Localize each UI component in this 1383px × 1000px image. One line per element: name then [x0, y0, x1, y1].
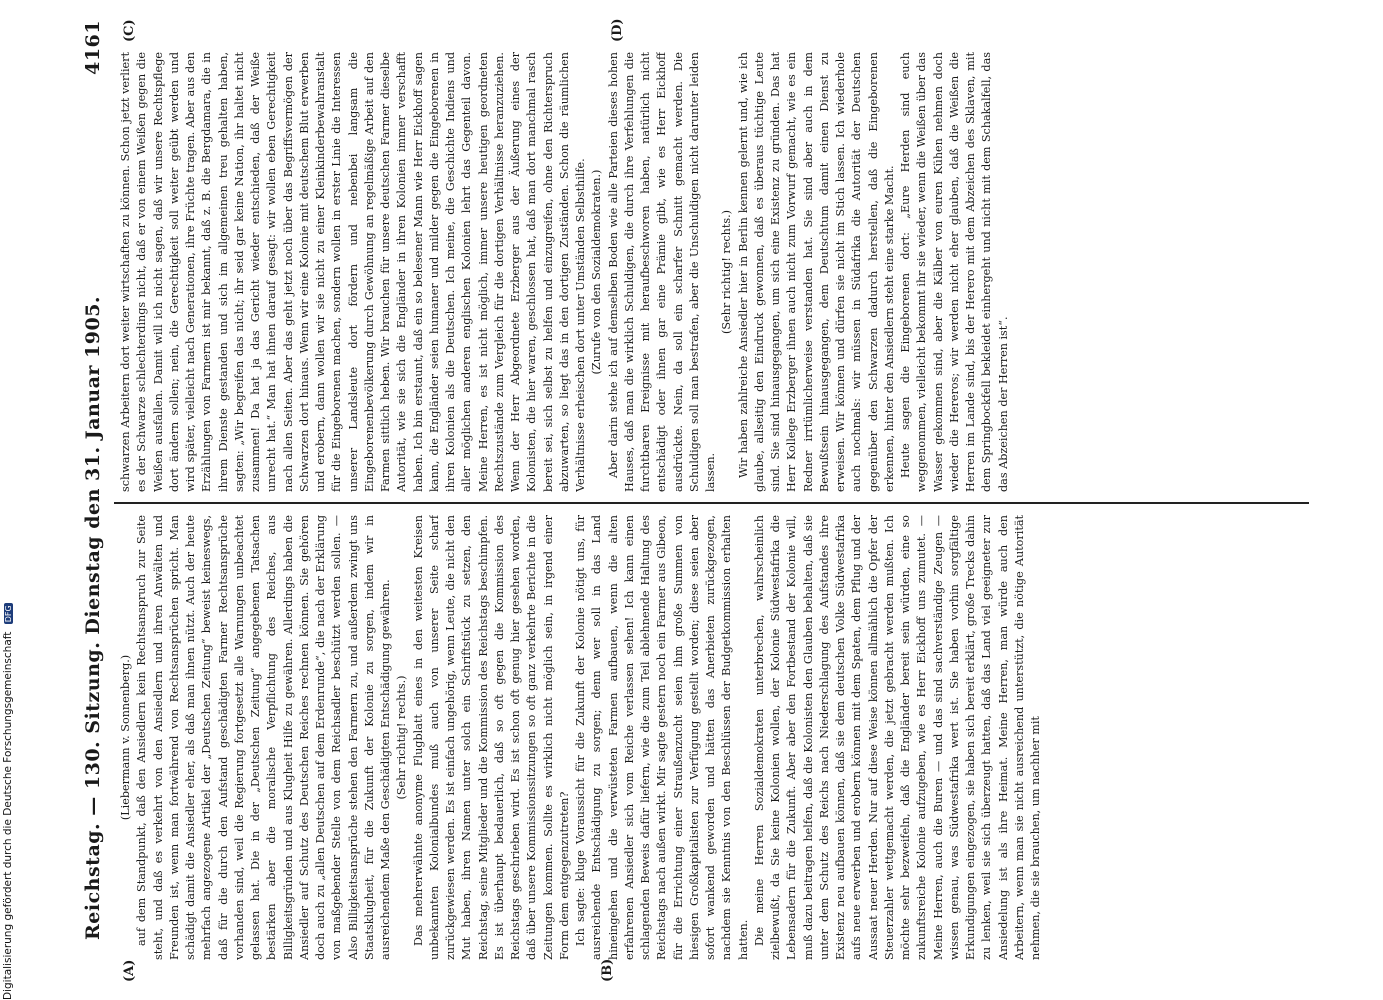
text-column-left	[118, 515, 1278, 960]
credit-text: Digitalisierung gefördert durch die Deutsche Forschungsgemeinschaft	[2, 631, 14, 1000]
digitization-credit	[2, 10, 16, 1000]
speaker-label: (Liebermann v. Sonnenberg.)	[119, 654, 132, 821]
margin-marker-b: (B)	[600, 958, 615, 982]
header-title: Reichstag. — 130. Sitzung. Dienstag den 31. Januar 1905.	[82, 295, 104, 940]
paragraph: auf dem Standpunkt, daß den Ansiedlern kein Rechtsanspruch zur Seite steht, und daß es verkehrt von den Ansiedlern und ihren Anwälten und Freunden ist, wenn man fortwährend von Rechtsansprüchen spricht. Man schädigt damit die Ansiedler eher, als daß man ihnen nützt. Auch der heute mehrfach angezogene Artikel der „Deutschen Zeitung“ beweist keineswegs, daß für die durch den Aufstand geschädigten Farmer Rechtsansprüche vorhanden sind, weil die Regierung fortgesetzt alle Warnungen unbeachtet gelassen hat. Die in der „Deutschen Zeitung“ angegebenen Tatsachen bestärken aber die moralische Verpflichtung des Reiches, aus Billigkeitsgründen und aus Klugheit Hilfe zu gewähren. Allerdings haben die Ansiedler auf Schutz des Deutschen Reiches rechnen können. Sie gehören doch auch zu „allen Deutschen auf dem Erdenrunde“, die nach der Erklärung von maßgebender Stelle von dem Reichsadler beschützt werden sollen. — Also Billigkeitsansprüche stehen den Farmern zu, und außerdem zwingt uns Staatsklugheit, für die Zukunft der Kolonie zu sorgen, indem wir in ausreichendem Maße den Geschädigten Entschädigung gewähren.	[135, 515, 392, 960]
paragraph: Aber darin stehe ich auf demselben Boden wie alle Parteien dieses hohen Hauses, daß man die wirklich Schuldigen, die durch ihre Verfehlungen die furchtbaren Ereignisse mit heraufbeschworen haben, natürlich nicht entschädigt oder ihnen gar eine Prämie gibt, wie es Herr Eickhoff ausdrückte. Nein, da soll ein scharfer Schnitt gemacht werden. Die Schuldigen soll man bestrafen, aber die Unschuldigen nicht darunter leiden lassen.	[606, 52, 717, 492]
text-column-right	[118, 52, 1278, 492]
paragraph: Wir haben zahlreiche Ansiedler hier in Berlin kennen gelernt und, wie ich glaube, allseitig den Eindruck gewonnen, daß es überaus tüchtige Leute sind. Sie sind hinausgegangen, um sich eine Existenz zu gründen. Das hat Herr Kollege Erzberger ihnen auch nicht zum Vorwurf gemacht, wie es ein Redner irrtümlicherweise verstanden hat. Sie sind aber auch in dem Bewußtsein hinausgegangen, dem Deutschtum damit einen Dienst zu erweisen. Wir können und dürfen sie nicht im Stich lassen. Ich wiederhole auch nochmals: wir müssen in Südafrika die Autorität der Deutschen gegenüber den Schwarzen dadurch herstellen, daß die Eingeborenen erkennen, hinter den Ansiedlern steht eine starke Macht.	[736, 52, 896, 492]
margin-marker-d: (D)	[610, 18, 625, 42]
interjection: (Zurufe von den Sozialdemokraten.)	[590, 169, 604, 375]
margin-marker-a: (A)	[122, 959, 137, 982]
margin-marker-c: (C)	[122, 19, 137, 42]
dfg-logo: DFG	[3, 605, 13, 623]
paragraph: Heute sagen die Eingeborenen dort: „Eure Herden sind euch weggenommen, vielleicht bekommt ihr sie wieder, wenn die Weißen über das Wasser gekommen sind, aber die Kälber von euren Kühen nehmen doch wieder die Hereros; wir werden nicht eher glauben, daß die Weißen die Herren im Lande sind, bis der Herero mit dem Abzeichen des Sklaven, mit dem Springbockfell bekleidet einhergeht und nicht mit dem Schakalfell, das das Abzeichen der Herren ist“.	[899, 52, 1010, 492]
rotated-newspaper-sheet	[70, 0, 1325, 1000]
paragraph: Das mehrerwähnte anonyme Flugblatt eines in den weitesten Kreisen unbekannten Kolonialbundes muß auch von unserer Seite scharf zurückgewiesen werden. Es ist einfach ungehörig, wenn Leute, die nicht den Mut haben, ihren Namen unter solch ein Schriftstück zu setzen, den Reichstag, seine Mitglieder und die Kommission des Reichstags beschimpfen. Es ist überhaupt bedauerlich, daß so oft gegen die Kommission des Reichstags geschrieben wird. Es ist schon oft genug hier gesehen worden, daß über unsere Kommissionssitzungen so oft ganz verkehrte Berichte in die Zeitungen kommen. Sollte es wirklich nicht möglich sein, in irgend einer Form dem entgegenzutreten?	[411, 515, 571, 960]
interjection: (Sehr richtig! rechts.)	[720, 209, 734, 335]
paragraph: schwarzen Arbeitern dort weiter wirtschaften zu können. Schon jetzt verliert es der Schwarze schlechterdings nicht, daß er von einem Weißen gegen die Weißen ausfallen. Damit will ich nicht sagen, daß wir unsere Rechtspflege dort ändern sollen; nein, die Gerechtigkeit soll weiter geübt werden und wird später, vielleicht nach Generationen, ihre Früchte tragen. Aber aus den Erzählungen von Farmern ist mir bekannt, daß z. B. die Bergdamara, die in ihrem Dienste gestanden und sich im allgemeinen treu gehalten haben, sagten: „Wir begreifen das nicht; ihr seid gar keine Nation, ihr haltet nicht zusammen! Da hat ja das Gericht wieder entschieden, daß der Weiße unrecht hat.“ Man hat ihnen darauf gesagt: wir wollen eben Gerechtigkeit nach allen Seiten. Aber das geht jetzt noch über das Begriffsvermögen der Schwarzen dort hinaus. Wenn wir eine Kolonie mit deutschem Blut erwerben und erobern, dann wollen wir sie nicht zu einer Kleinkinderbewahranstalt für die Eingeborenen machen, sondern wollen in erster Linie die Interessen unserer Landsleute dort fördern und nebenbei langsam die Eingeborenenbevölkerung durch Gewöhnung an regelmäßige Arbeit auf den Farmen sittlich heben. Wir brauchen für unsere deutschen Farmer dieselbe Autorität, wie sie sich die Engländer in ihren Kolonien immer verschafft haben. Ich bin erstaunt, daß ein so belesener Mann wie Herr Eickhoff sagen kann, die Engländer seien humaner und milder gegen die Eingeborenen in ihren Kolonien als die Deutschen. Ich meine, die Geschichte Indiens und aller möglichen anderen englischen Kolonien lehrt das Gegenteil davon. Meine Herren, es ist nicht möglich, immer unsere heutigen geordneten Rechtszustände zum Vergleich für die dortigen Verhältnisse heranzuziehen. Wenn der Herr Abgeordnete Erzberger aus der Äußerung eines der Kolonisten, die hier waren, geschlossen hat, daß man dort manchmal rasch bereit sei, sich selbst zu helfen und einzugreifen, ohne den Richterspruch abzuwarten, so liegt das in den dortigen Zuständen. Schon die räumlichen Verhältnisse erheischen dort unter Umständen Selbsthilfe.	[119, 52, 587, 492]
column-divider	[114, 502, 1309, 504]
paragraph: Die meine Herren Sozialdemokraten unterbrechen, wahrscheinlich zielbewußt, da Sie keine Kolonien wollen, der Kolonie Südwestafrika die Lebensadern für die Zukunft. Aber aber den Fortbestand der Kolonie will, muß dazu beitragen helfen, daß die Kolonisten den Glauben behalten, daß sie unter dem Schutz des Reichs nach Niederschlagung des Aufstandes ihre Existenz neu aufbauen können, daß sie dem deutschen Volke Südwestafrika aufs neue erwerben und erobern können mit dem Spaten, dem Pflug und der Aussaat neuer Herden. Nur auf diese Weise können allmählich die Opfer der Steuerzahler wettgemacht werden, die jetzt gebracht werden mußten. Ich möchte sehr bezweifeln, daß die Engländer bereit sein würden, eine so zukunftsreiche Kolonie aufzugeben, wie es Herr Eickhoff uns zumutet. — Meine Herren, auch die Buren — und das sind sachverständige Zeugen — wissen genau, was Südwestafrika wert ist. Sie haben vorhin sorgfältige Erkundigungen eingezogen, sie haben sich bereit erklärt, große Trecks dahin zu lenken, weil sie sich überzeugt hatten, daß das Land viel geeigneter zur Ansiedelung ist als ihre Heimat. Meine Herren, man würde auch den Arbeitern, wenn man sie nicht ausreichend unterstützt, die nötige Autorität nehmen, die sie brauchen, um nachher mit	[752, 515, 1042, 960]
page-number: 4161	[82, 20, 104, 75]
paragraph: Ich sagte: kluge Voraussicht für die Zukunft der Kolonie nötigt uns, für ausreichende Entschädigung zu sorgen; denn wer soll in das Land hineingehen und die verwüsteten Farmen aufbauen, wenn die alten erfahrenen Ansiedler sich vom Reiche verlassen sehen! Ich kann einen schlagenden Beweis dafür liefern, wie die zum Teil ablehnende Haltung des Reichstags nach außen wirkt. Mir sagte gestern noch ein Farmer aus Gibeon, für die Errichtung einer Straußenzucht seien ihm große Summen von hiesigen Großkapitalisten zur Verfügung gestellt worden; diese seien aber sofort wankend geworden und hätten das Anerbieten zurückgezogen, nachdem sie Kenntnis von den Beschlüssen der Budgetkommission erhalten hatten.	[574, 515, 750, 960]
page-header	[78, 10, 108, 970]
interjection: (Sehr richtig! rechts.)	[395, 675, 409, 800]
